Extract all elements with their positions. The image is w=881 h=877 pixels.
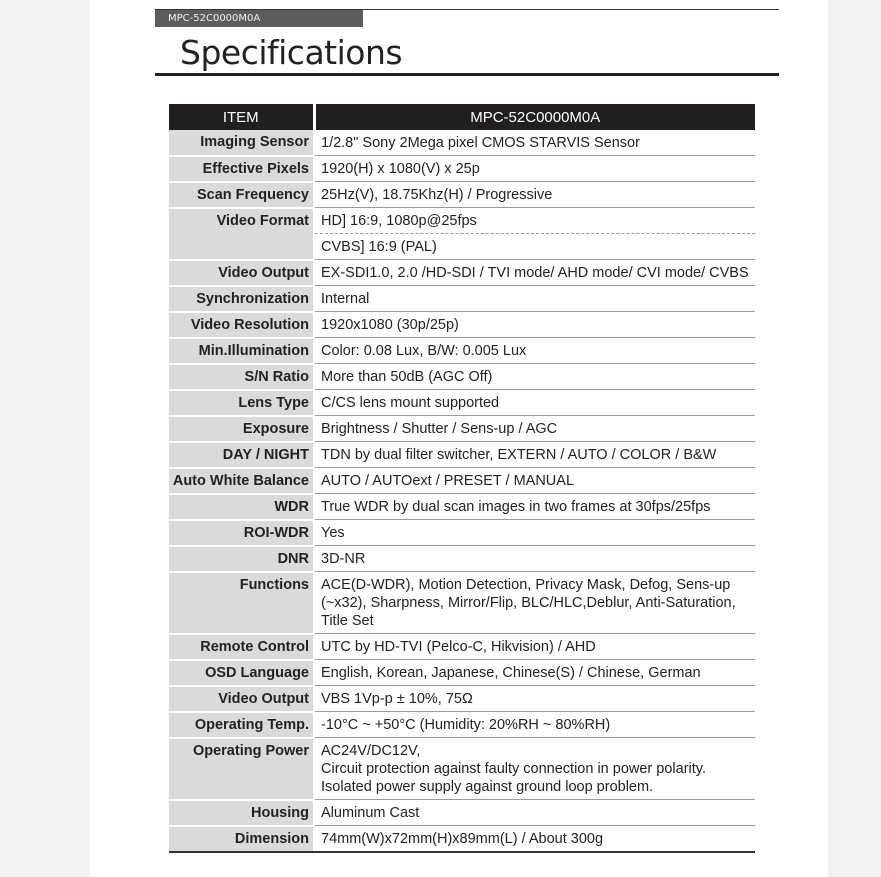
row-value: Internal [314, 286, 755, 312]
table-row [169, 660, 755, 686]
row-label: DAY / NIGHT [169, 442, 314, 468]
row-value: 1920(H) x 1080(V) x 25p [314, 156, 755, 182]
row-value: 3D-NR [314, 546, 755, 572]
row-value: Color: 0.08 Lux, B/W: 0.005 Lux [314, 338, 755, 364]
row-value: TDN by dual filter switcher, EXTERN / AUTO / COLOR / B&W [314, 442, 755, 468]
row-label: Video Output [169, 686, 314, 712]
row-value: Yes [314, 520, 755, 546]
power-line: Isolated power supply against ground loop problem. [321, 779, 654, 795]
row-label: ROI-WDR [169, 520, 314, 546]
row-label: Auto White Balance [169, 468, 314, 494]
row-label: Remote Control [169, 634, 314, 660]
row-value: HD] 16:9, 1080p@25fps [314, 208, 755, 234]
table-row [169, 520, 755, 546]
table-row [169, 312, 755, 338]
row-label: Video Format [169, 208, 314, 260]
row-value: ACE(D-WDR), Motion Detection, Privacy Mask, Defog, Sens-up (~x32), Sharpness, Mirror/Flip, BLC/HLC,Deblur, Anti-Saturation, Title Set [314, 572, 755, 634]
table-row [169, 468, 755, 494]
row-label: Synchronization [169, 286, 314, 312]
row-value: 25Hz(V), 18.75Khz(H) / Progressive [314, 182, 755, 208]
row-label: Imaging Sensor [169, 130, 314, 156]
table-row [169, 634, 755, 660]
row-label: Min.Illumination [169, 338, 314, 364]
spec-table [169, 104, 755, 853]
power-line: Circuit protection against faulty connection in power polarity. [321, 761, 706, 777]
column-header-model: MPC-52C0000M0A [314, 104, 755, 130]
table-row [169, 130, 755, 156]
table-row [169, 826, 755, 853]
document-page [90, 0, 828, 877]
table-row [169, 800, 755, 826]
table-row [169, 572, 755, 634]
table-row [169, 390, 755, 416]
table-row [169, 546, 755, 572]
row-value: True WDR by dual scan images in two frames at 30fps/25fps [314, 494, 755, 520]
row-label: Lens Type [169, 390, 314, 416]
table-row [169, 286, 755, 312]
row-label: Exposure [169, 416, 314, 442]
table-row [169, 156, 755, 182]
page-title: Specifications [180, 33, 403, 72]
row-value: More than 50dB (AGC Off) [314, 364, 755, 390]
table-row [169, 260, 755, 286]
row-value: AUTO / AUTOext / PRESET / MANUAL [314, 468, 755, 494]
model-tag: MPC-52C0000M0A [155, 10, 363, 27]
row-value: EX-SDI1.0, 2.0 /HD-SDI / TVI mode/ AHD mode/ CVI mode/ CVBS [314, 260, 755, 286]
row-value: English, Korean, Japanese, Chinese(S) / Chinese, German [314, 660, 755, 686]
row-value: Brightness / Shutter / Sens-up / AGC [314, 416, 755, 442]
row-label: OSD Language [169, 660, 314, 686]
title-rule [155, 73, 779, 76]
table-row [169, 338, 755, 364]
row-label: Effective Pixels [169, 156, 314, 182]
row-label: Operating Temp. [169, 712, 314, 738]
power-line: AC24V/DC12V, [321, 743, 421, 759]
table-row [169, 416, 755, 442]
row-value: 1920x1080 (30p/25p) [314, 312, 755, 338]
row-value-secondary: CVBS] 16:9 (PAL) [314, 234, 755, 260]
row-label: Housing [169, 800, 314, 826]
row-value: -10°C ~ +50°C (Humidity: 20%RH ~ 80%RH) [314, 712, 755, 738]
table-row [169, 208, 755, 234]
row-label: Functions [169, 572, 314, 634]
row-label: WDR [169, 494, 314, 520]
row-label: Dimension [169, 826, 314, 853]
row-label: S/N Ratio [169, 364, 314, 390]
row-value [314, 738, 755, 800]
row-value: C/CS lens mount supported [314, 390, 755, 416]
table-row [169, 686, 755, 712]
table-row [169, 364, 755, 390]
table-row [169, 494, 755, 520]
row-value: UTC by HD-TVI (Pelco-C, Hikvision) / AHD [314, 634, 755, 660]
row-label: Video Output [169, 260, 314, 286]
table-row [169, 442, 755, 468]
row-value: 1/2.8" Sony 2Mega pixel CMOS STARVIS Sensor [314, 130, 755, 156]
row-value: VBS 1Vp-p ± 10%, 75Ω [314, 686, 755, 712]
row-value: Aluminum Cast [314, 800, 755, 826]
row-label: DNR [169, 546, 314, 572]
table-row [169, 182, 755, 208]
column-header-item: ITEM [169, 104, 314, 130]
table-row [169, 738, 755, 800]
table-row [169, 712, 755, 738]
row-label: Operating Power [169, 738, 314, 800]
row-label: Scan Frequency [169, 182, 314, 208]
table-header-row [169, 104, 755, 130]
row-value: 74mm(W)x72mm(H)x89mm(L) / About 300g [314, 826, 755, 853]
row-label: Video Resolution [169, 312, 314, 338]
